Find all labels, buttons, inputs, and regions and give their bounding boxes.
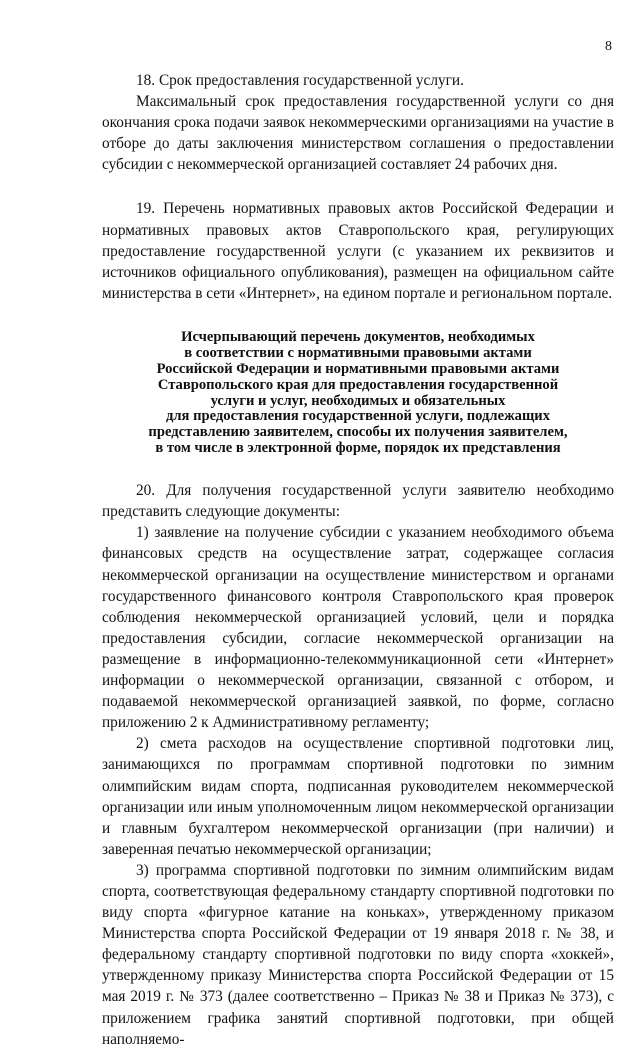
section-18-text: Максимальный срок предоставления государственной услуги со дня окончания срока подачи заявок некоммерческими организациями на участие в отборе до даты заключения министерством соглашения о предоставлении субсидии с некоммерческой организацией составляет 24 рабочих дня. <box>102 93 614 174</box>
section-20-item-3: 3) программа спортивной подготовки по зимним олимпийским видам спорта, соответствующая федеральному стандарту спортивной подготовки по виду спорта «фигурное катание на коньках», утвержденному приказом Министерства спорта Российской Федерации от 19 января 2018 г. № 38, и федеральному стандарту спортивной подготовки по виду спорта «хоккей», утвержденному приказу Министерства спорта Российской Федерации от 15 мая 2019 г. № 373 (далее соответственно – Приказ № 38 и Приказ № 373), с приложением графика занятий спортивной подготовки, при общей наполняемо- <box>102 861 614 1048</box>
section-20-item-1: 1) заявление на получение субсидии с указанием необходимого объема финансовых средств на осуществление затрат, содержащее согласия некоммерческой организации на осуществление министерством и органами государственного финансового контроля Ставропольского края проверок соблюдения некоммерческой организацией условий, цели и порядка предоставления субсидии, согласие некоммерческой организации на размещение в информационно-телекоммуникационной сети «Интернет» информации о некоммерческой организации, связанной с отбором, и подаваемой некоммерческой организацией заявкой, по форме, согласно приложению 2 к Административному регламенту; <box>102 524 614 732</box>
heading-line: услуги и услуг, необходимых и обязательных <box>210 392 506 409</box>
heading-line: в соответствии с нормативными правовыми актами <box>184 344 532 361</box>
heading-line: Ставропольского края для предоставления государственной <box>157 376 559 393</box>
documents-list-heading <box>102 330 614 457</box>
heading-line: для предоставления государственной услуги, подлежащих <box>165 408 550 425</box>
section-19-text: 19. Перечень нормативных правовых актов Российской Федерации и нормативных правовых актов Ставропольского края, регулирующих предоставление государственной услуги (с указанием их реквизитов и источников официального опубликования), размещен на официальном сайте министерства в сети «Интернет», на едином портале и региональном портале. <box>102 200 614 302</box>
section-20-intro: 20. Для получения государственной услуги заявителю необходимо представить следующие документы: <box>102 482 614 521</box>
section-18-title: 18. Срок предоставления государственной услуги. <box>136 72 464 89</box>
document-body <box>102 70 614 1050</box>
section-20-item-2: 2) смета расходов на осуществление спортивной подготовки лиц, занимающихся по программам спортивной подготовки по зимним олимпийским видам спорта, подписанная руководителем некоммерческой организации или иным уполномоченным лицом некоммерческой организации и главным бухгалтером некоммерческой организации (при наличии) и заверенная печатью некоммерческой организации; <box>102 735 614 858</box>
heading-line: в том числе в электронной форме, порядок их представления <box>155 440 561 457</box>
heading-line: Исчерпывающий перечень документов, необходимых <box>181 328 535 345</box>
page-number: 8 <box>605 39 612 54</box>
heading-line: представлению заявителем, способы их получения заявителем, <box>148 424 568 441</box>
heading-line: Российской Федерации и нормативными правовыми актами <box>156 360 560 377</box>
